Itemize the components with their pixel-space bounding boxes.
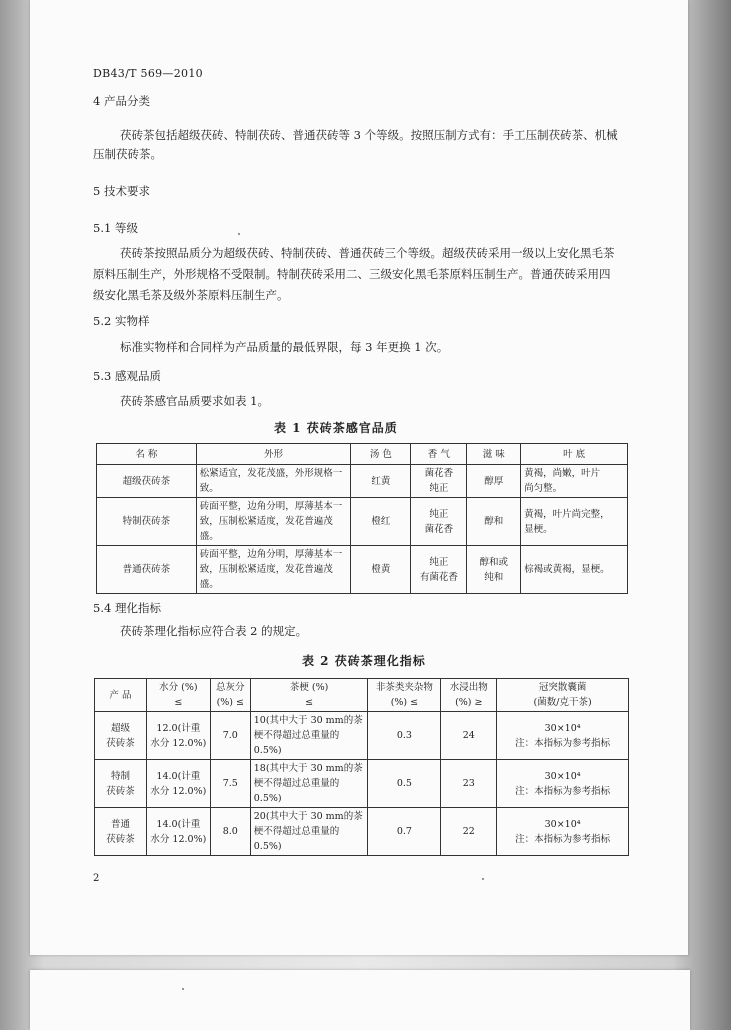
section-5-4-para: 茯砖茶理化指标应符合表 2 的规定。 <box>120 624 308 638</box>
table-row <box>97 546 628 594</box>
table-cell: 0.3 <box>368 712 441 760</box>
scan-speck <box>182 988 184 990</box>
table-2-header-product: 产 品 <box>95 679 147 712</box>
table-1-caption: 表 1 茯砖茶感官品质 <box>274 421 398 435</box>
table-cell: 醇和或 纯和 <box>467 546 521 594</box>
table-2-header-ash: 总灰分 (%) ≤ <box>210 679 250 712</box>
table-cell: 0.7 <box>368 808 441 856</box>
table-cell: 特制茯砖茶 <box>97 498 197 546</box>
table-cell: 24 <box>441 712 497 760</box>
table-cell: 30×10⁴ 注：本指标为参考指标 <box>497 760 629 808</box>
table-cell: 砖面平整，边角分明，厚薄基本一 致，压制松紧适度，发花普遍茂盛。 <box>196 546 351 594</box>
scan-speck <box>238 233 240 235</box>
table-cell: 松紧适宜，发花茂盛，外形规格一 致。 <box>196 465 351 498</box>
table-2-header-row <box>95 679 629 712</box>
table-cell: 醇厚 <box>467 465 521 498</box>
table-cell: 超级茯砖茶 <box>97 465 197 498</box>
section-5-2-para: 标准实物样和合同样为产品质量的最低界限，每 3 年更换 1 次。 <box>120 340 449 354</box>
table-row <box>97 498 628 546</box>
table-1-header-leaf: 叶 底 <box>521 444 628 465</box>
table-1-header-aroma: 香 气 <box>411 444 467 465</box>
table-1-header-name: 名 称 <box>97 444 197 465</box>
table-cell: 0.5 <box>368 760 441 808</box>
section-5-1-line1: 茯砖茶按照品质分为超级茯砖、特制茯砖、普通茯砖三个等级。超级茯砖采用一级以上安化黑毛茶 <box>120 246 615 260</box>
table-cell: 普通茯砖茶 <box>97 546 197 594</box>
table-cell: 普通 茯砖茶 <box>95 808 147 856</box>
table-2-header-impurity: 非茶类夹杂物 (%) ≤ <box>368 679 441 712</box>
table-cell: 橙红 <box>351 498 411 546</box>
table-row <box>95 760 629 808</box>
table-cell: 7.0 <box>210 712 250 760</box>
standard-number: DB43/T 569—2010 <box>93 67 203 80</box>
table-cell: 22 <box>441 808 497 856</box>
page-number: 2 <box>93 873 100 884</box>
table-cell: 纯正 有菌花香 <box>411 546 467 594</box>
section-4-para-line2: 压制茯砖茶。 <box>93 147 162 161</box>
table-2-physicochemical <box>94 678 629 856</box>
table-2-header-water: 水分 (%) ≤ <box>146 679 210 712</box>
table-cell: 橙黄 <box>351 546 411 594</box>
table-cell: 20(其中大于 30 mm的茶 梗不得超过总重量的 0.5%) <box>250 808 368 856</box>
table-cell: 30×10⁴ 注：本指标为参考指标 <box>497 712 629 760</box>
table-cell: 纯正 菌花香 <box>411 498 467 546</box>
section-4-heading: 4 产品分类 <box>93 94 150 108</box>
section-5-3-para: 茯砖茶感官品质要求如表 1。 <box>120 394 269 408</box>
next-page-edge <box>30 970 690 1030</box>
table-row <box>97 465 628 498</box>
table-1-header-taste: 滋 味 <box>467 444 521 465</box>
table-row <box>95 712 629 760</box>
table-1-header-color: 汤 色 <box>351 444 411 465</box>
table-cell: 14.0(计重 水分 12.0%) <box>146 808 210 856</box>
table-cell: 醇和 <box>467 498 521 546</box>
table-row <box>95 808 629 856</box>
section-4-para-line1: 茯砖茶包括超级茯砖、特制茯砖、普通茯砖等 3 个等级。按照压制方式有：手工压制茯砖茶、机械 <box>120 128 618 142</box>
table-2-caption: 表 2 茯砖茶理化指标 <box>302 654 426 668</box>
table-cell: 23 <box>441 760 497 808</box>
table-cell: 红黄 <box>351 465 411 498</box>
table-cell: 超级 茯砖茶 <box>95 712 147 760</box>
section-5-4-heading: 5.4 理化指标 <box>93 601 161 615</box>
section-5-3-heading: 5.3 感观品质 <box>93 369 161 383</box>
table-cell: 18(其中大于 30 mm的茶 梗不得超过总重量的 0.5%) <box>250 760 368 808</box>
table-2-header-stem: 茶梗 (%) ≤ <box>250 679 368 712</box>
section-5-1-heading: 5.1 等级 <box>93 221 138 235</box>
section-5-heading: 5 技术要求 <box>93 184 150 198</box>
table-cell: 菌花香 纯正 <box>411 465 467 498</box>
table-cell: 特制 茯砖茶 <box>95 760 147 808</box>
table-cell: 黄褐，尚嫩，叶片 尚匀整。 <box>521 465 628 498</box>
table-1-header-shape: 外形 <box>196 444 351 465</box>
table-cell: 12.0(计重 水分 12.0%) <box>146 712 210 760</box>
section-5-2-heading: 5.2 实物样 <box>93 314 150 328</box>
section-5-1-line2: 原料压制生产，外形规格不受限制。特制茯砖采用二、三级安化黑毛茶原料压制生产。普通茯砖采用四 <box>93 267 611 281</box>
table-cell: 14.0(计重 水分 12.0%) <box>146 760 210 808</box>
table-1-sensory-quality <box>96 443 628 594</box>
scan-speck <box>482 878 484 880</box>
section-5-1-line3: 级安化黑毛茶及级外茶原料压制生产。 <box>93 288 289 302</box>
table-cell: 7.5 <box>210 760 250 808</box>
table-cell: 30×10⁴ 注：本指标为参考指标 <box>497 808 629 856</box>
table-1-header-row <box>97 444 628 465</box>
table-cell: 砖面平整，边角分明，厚薄基本一 致，压制松紧适度，发花普遍茂盛。 <box>196 498 351 546</box>
table-cell: 棕褐或黄褐，显梗。 <box>521 546 628 594</box>
table-cell: 10(其中大于 30 mm的茶 梗不得超过总重量的 0.5%) <box>250 712 368 760</box>
table-2-header-extract: 水浸出物 (%) ≥ <box>441 679 497 712</box>
document-page <box>30 0 688 955</box>
table-cell: 黄褐，叶片尚完整， 显梗。 <box>521 498 628 546</box>
table-cell: 8.0 <box>210 808 250 856</box>
table-2-header-fungi: 冠突散囊菌 (菌数/克干茶) <box>497 679 629 712</box>
